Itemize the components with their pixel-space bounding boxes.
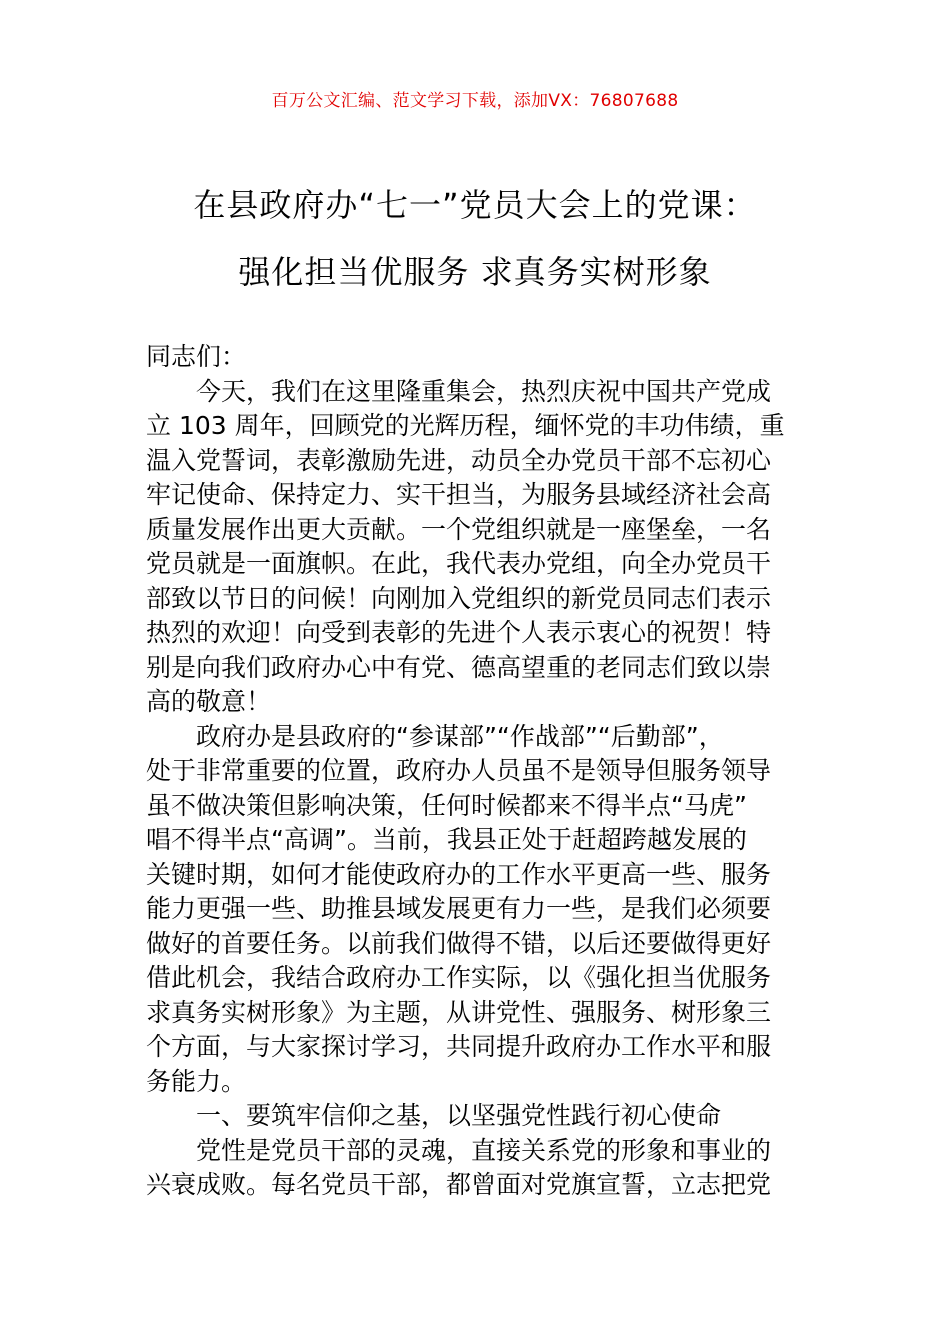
body-line: 政府办是县政府的“参谋部”“作战部”“后勤部”， bbox=[196, 721, 724, 751]
body-line: 立 103 周年，回顾党的光辉历程，缅怀党的丰功伟绩，重 bbox=[146, 411, 785, 440]
body-line: 同志们： bbox=[146, 342, 247, 371]
body-line: 一、要筑牢信仰之基，以坚强党性践行初心使命 bbox=[196, 1101, 722, 1130]
body-line: 借此机会，我结合政府办工作实际，以《强化担当优服务 bbox=[146, 963, 772, 992]
body-line: 唱不得半点“高调”。当前，我县正处于赶超跨越发展的 bbox=[146, 825, 747, 854]
body-line: 质量发展作出更大贡献。一个党组织就是一座堡垒，一名 bbox=[146, 514, 772, 544]
body-line: 党性是党员干部的灵魂，直接关系党的形象和事业的 bbox=[196, 1135, 772, 1165]
body-line: 兴衰成败。每名党员干部，都曾面对党旗宣誓，立志把党 bbox=[146, 1170, 772, 1199]
header-note: 百万公文汇编、范文学习下载，添加VX：76807688 bbox=[271, 91, 679, 111]
body-line: 部致以节日的问候！向刚加入党组织的新党员同志们表示 bbox=[146, 583, 772, 613]
body-line: 处于非常重要的位置，政府办人员虽不是领导但服务领导 bbox=[146, 756, 772, 785]
body-line: 能力更强一些、助推县域发展更有力一些，是我们必须要 bbox=[146, 894, 772, 923]
document-title-line-1: 在县政府办“七一”党员大会上的党课： bbox=[193, 186, 757, 224]
document-title-line-2: 强化担当优服务 求真务实树形象 bbox=[238, 253, 712, 291]
body-line: 温入党誓词，表彰激励先进，动员全办党员干部不忘初心 bbox=[146, 445, 772, 475]
body-line: 高的敬意！ bbox=[146, 687, 272, 716]
body-line: 个方面，与大家探讨学习，共同提升政府办工作水平和服 bbox=[146, 1032, 772, 1061]
body-line: 党员就是一面旗帜。在此，我代表办党组，向全办党员干 bbox=[146, 549, 772, 578]
body-line: 虽不做决策但影响决策，任何时候都来不得半点“马虎” bbox=[146, 790, 747, 820]
document-body bbox=[146, 340, 814, 1203]
body-line: 求真务实树形象》为主题，从讲党性、强服务、树形象三 bbox=[146, 997, 772, 1027]
body-line: 今天，我们在这里隆重集会，热烈庆祝中国共产党成 bbox=[196, 376, 772, 406]
body-line: 别是向我们政府办心中有党、德高望重的老同志们致以崇 bbox=[146, 652, 772, 682]
body-line: 关键时期，如何才能使政府办的工作水平更高一些、服务 bbox=[146, 859, 772, 889]
body-line: 务能力。 bbox=[146, 1066, 247, 1096]
body-line: 热烈的欢迎！向受到表彰的先进个人表示衷心的祝贺！特 bbox=[146, 618, 772, 647]
body-line: 做好的首要任务。以前我们做得不错，以后还要做得更好 bbox=[146, 928, 772, 958]
body-line: 牢记使命、保持定力、实干担当，为服务县域经济社会高 bbox=[146, 480, 772, 509]
